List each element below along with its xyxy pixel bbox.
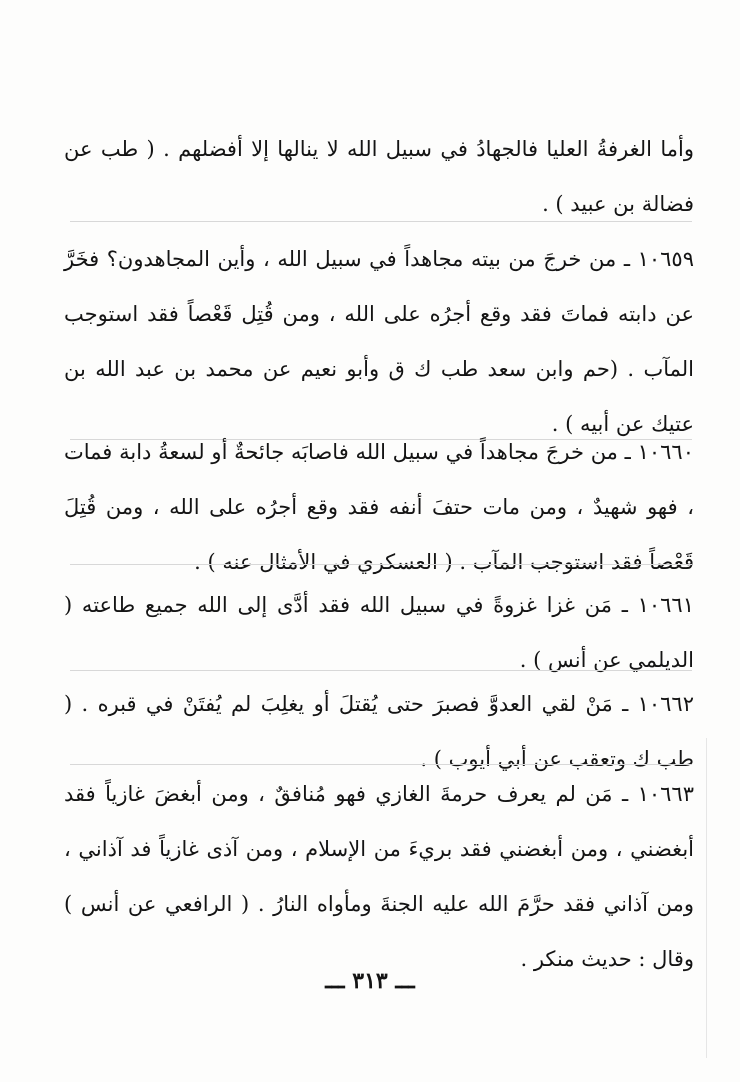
divider	[70, 564, 692, 565]
page-number: ـــ ٣١٣ ـــ	[325, 968, 415, 994]
divider	[70, 764, 692, 765]
paragraph-intro	[64, 122, 694, 232]
paragraph-text: ١٠٦٥٩ ـ من خرجَ من بيته مجاهداً في سبيل الله ، وأين المجاهدون؟ فخَرَّ عن دابته فماتَ فقد وقع أجرُه على الله ، ومن قُتِل قَعْصاً فقد استوجب المآب . (حم وابن سعد طب ك ق وأبو نعيم عن محمد بن عبد الله بن عتيك عن أبيه ) .	[64, 247, 694, 436]
paragraph-text: ١٠٦٦١ ـ مَن غزا غزوةً في سبيل الله فقد أدَّى إلى الله جميع طاعته ( الديلمي عن أنس ) .	[64, 593, 694, 672]
hadith-10660	[64, 425, 694, 590]
divider	[70, 670, 692, 671]
paragraph-text: ١٠٦٦٠ ـ من خرجَ مجاهداً في سبيل الله فاصابَه جائحةٌ أو لسعةُ دابة فمات ، فهو شهيدٌ ، ومن مات حتفَ أنفه فقد وقع أجرُه على الله ، ومن قُتِلَ قَعْصاً فقد استوجب المآب . ( العسكري في الأمثال عنه ) .	[64, 440, 694, 574]
scan-edge-mark	[706, 738, 707, 1058]
hadith-10663	[64, 767, 694, 987]
paragraph-text: ١٠٦٦٢ ـ مَنْ لقي العدوَّ فصبرَ حتى يُقتلَ أو يغلِبَ لم يُفتَنْ في قبره . ( طب ك وتعقب عن أبي أيوب ) .	[64, 692, 694, 771]
paragraph-text: ١٠٦٦٣ ـ مَن لم يعرف حرمةَ الغازي فهو مُنافقٌ ، ومن أبغضَ غازياً فقد أبغضني ، ومن أبغضني فقد بريءَ من الإسلام ، ومن آذى غازياً فد آذاني ، ومن آذاني فقد حرَّمَ الله عليه الجنةَ ومأواه النارُ . ( الرافعي عن أنس ) وقال : حديث منكر .	[64, 782, 694, 971]
hadith-10661	[64, 578, 694, 688]
hadith-10659	[64, 232, 694, 452]
paragraph-text: وأما الغرفةُ العليا فالجهادُ في سبيل الله لا ينالها إلا أفضلهم . ( طب عن فضالة بن عبيد ) .	[64, 137, 694, 216]
divider	[70, 221, 692, 222]
